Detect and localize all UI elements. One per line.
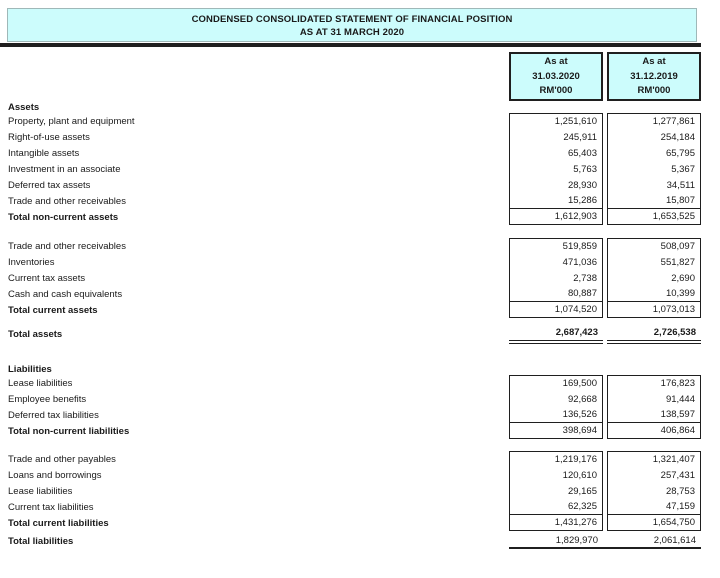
row-value-2019: 176,823 bbox=[607, 375, 701, 391]
row-value-2019: 257,431 bbox=[607, 467, 701, 483]
row-label: Current tax assets bbox=[8, 272, 86, 284]
table-row bbox=[0, 467, 701, 483]
section-header-liabilities bbox=[0, 362, 701, 375]
row-label: Trade and other payables bbox=[8, 453, 116, 465]
total-value-2019: 1,654,750 bbox=[607, 515, 701, 531]
total-liabilities-label: Total liabilities bbox=[8, 535, 74, 547]
column-header-2019 bbox=[607, 52, 701, 101]
total-liabilities-row bbox=[0, 533, 701, 549]
row-value-2020: 2,738 bbox=[509, 270, 603, 286]
row-value-2020: 5,763 bbox=[509, 161, 603, 177]
table-row bbox=[0, 254, 701, 270]
row-value-2019: 254,184 bbox=[607, 129, 701, 145]
total-liabilities-values bbox=[509, 533, 701, 549]
total-assets-value-2020: 2,687,423 bbox=[509, 327, 603, 344]
total-row-label: Total non-current liabilities bbox=[8, 425, 130, 437]
table-row bbox=[0, 483, 701, 499]
total-row-current-assets bbox=[0, 302, 701, 318]
table-row bbox=[0, 193, 701, 209]
row-value-2020: 519,859 bbox=[509, 238, 603, 254]
column-header-2019-asat: As at bbox=[642, 56, 666, 67]
row-value-2019: 10,399 bbox=[607, 286, 701, 302]
row-value-2019: 508,097 bbox=[607, 238, 701, 254]
row-label: Lease liabilities bbox=[8, 485, 73, 497]
row-value-2019: 34,511 bbox=[607, 177, 701, 193]
column-header-row bbox=[0, 52, 701, 100]
row-value-2020: 15,286 bbox=[509, 193, 603, 209]
row-value-2020: 92,668 bbox=[509, 391, 603, 407]
row-value-2020: 80,887 bbox=[509, 286, 603, 302]
table-row bbox=[0, 113, 701, 129]
total-value-2020: 398,694 bbox=[509, 423, 603, 439]
table-row bbox=[0, 375, 701, 391]
current-assets-group bbox=[0, 238, 701, 318]
row-value-2019: 1,277,861 bbox=[607, 113, 701, 129]
title-divider-rule bbox=[0, 43, 701, 47]
total-assets-label: Total assets bbox=[8, 328, 63, 340]
row-label: Trade and other receivables bbox=[8, 195, 126, 207]
table-row bbox=[0, 391, 701, 407]
total-row-label: Total non-current assets bbox=[8, 211, 119, 223]
non-current-liabilities-group bbox=[0, 375, 701, 439]
column-header-2020-asat: As at bbox=[544, 56, 568, 67]
column-header-2019-unit: RM'000 bbox=[637, 85, 671, 96]
table-row bbox=[0, 407, 701, 423]
row-value-2019: 1,321,407 bbox=[607, 451, 701, 467]
row-value-2020: 169,500 bbox=[509, 375, 603, 391]
row-label: Property, plant and equipment bbox=[8, 115, 135, 127]
total-value-2020: 1,431,276 bbox=[509, 515, 603, 531]
row-value-2020: 471,036 bbox=[509, 254, 603, 270]
row-label: Intangible assets bbox=[8, 147, 80, 159]
row-value-2019: 2,690 bbox=[607, 270, 701, 286]
row-value-2019: 15,807 bbox=[607, 193, 701, 209]
table-row bbox=[0, 145, 701, 161]
row-label: Cash and cash equivalents bbox=[8, 288, 123, 300]
column-header-2020-date: 31.03.2020 bbox=[532, 70, 580, 82]
row-value-2020: 136,526 bbox=[509, 407, 603, 423]
row-label: Right-of-use assets bbox=[8, 131, 90, 143]
table-row bbox=[0, 238, 701, 254]
total-value-2019: 1,653,525 bbox=[607, 209, 701, 225]
total-assets-row bbox=[0, 324, 701, 344]
row-value-2019: 47,159 bbox=[607, 499, 701, 515]
total-assets-value-2019: 2,726,538 bbox=[607, 327, 701, 344]
row-value-2019: 65,795 bbox=[607, 145, 701, 161]
row-value-2019: 138,597 bbox=[607, 407, 701, 423]
row-value-2020: 65,403 bbox=[509, 145, 603, 161]
total-value-2019: 406,864 bbox=[607, 423, 701, 439]
row-label: Loans and borrowings bbox=[8, 469, 102, 481]
table-row bbox=[0, 270, 701, 286]
row-value-2020: 1,219,176 bbox=[509, 451, 603, 467]
row-value-2019: 28,753 bbox=[607, 483, 701, 499]
column-header-2019-date: 31.12.2019 bbox=[630, 70, 678, 82]
total-liabilities-value-2019: 2,061,614 bbox=[653, 534, 696, 546]
row-value-2020: 245,911 bbox=[509, 129, 603, 145]
row-value-2019: 91,444 bbox=[607, 391, 701, 407]
table-row bbox=[0, 286, 701, 302]
table-row bbox=[0, 129, 701, 145]
total-value-2020: 1,074,520 bbox=[509, 302, 603, 318]
total-value-2020: 1,612,903 bbox=[509, 209, 603, 225]
section-header-assets bbox=[0, 100, 701, 113]
row-value-2019: 551,827 bbox=[607, 254, 701, 270]
row-value-2019: 5,367 bbox=[607, 161, 701, 177]
row-value-2020: 62,325 bbox=[509, 499, 603, 515]
table-row bbox=[0, 451, 701, 467]
document-title-band bbox=[7, 8, 697, 42]
row-value-2020: 120,610 bbox=[509, 467, 603, 483]
row-label: Investment in an associate bbox=[8, 163, 121, 175]
document-subtitle: AS AT 31 MARCH 2020 bbox=[299, 27, 405, 38]
total-value-2019: 1,073,013 bbox=[607, 302, 701, 318]
table-row bbox=[0, 177, 701, 193]
table-row bbox=[0, 499, 701, 515]
total-row-current-liabilities bbox=[0, 515, 701, 531]
document-title: CONDENSED CONSOLIDATED STATEMENT OF FINANCIAL POSITION bbox=[191, 14, 513, 25]
row-value-2020: 29,165 bbox=[509, 483, 603, 499]
row-label: Trade and other receivables bbox=[8, 240, 126, 252]
row-label: Lease liabilities bbox=[8, 377, 73, 389]
total-row-non-current-assets bbox=[0, 209, 701, 225]
row-label: Deferred tax assets bbox=[8, 179, 91, 191]
section-header-label: Assets bbox=[8, 102, 40, 113]
row-label: Employee benefits bbox=[8, 393, 87, 405]
row-value-2020: 28,930 bbox=[509, 177, 603, 193]
total-row-non-current-liabilities bbox=[0, 423, 701, 439]
total-row-label: Total current assets bbox=[8, 304, 98, 316]
row-label: Current tax liabilities bbox=[8, 501, 94, 513]
column-header-2020-unit: RM'000 bbox=[539, 85, 573, 96]
row-value-2020: 1,251,610 bbox=[509, 113, 603, 129]
column-header-2020 bbox=[509, 52, 603, 101]
current-liabilities-group bbox=[0, 451, 701, 531]
total-liabilities-value-2020: 1,829,970 bbox=[555, 534, 598, 546]
row-label: Inventories bbox=[8, 256, 55, 268]
non-current-assets-group bbox=[0, 113, 701, 225]
section-header-label: Liabilities bbox=[8, 364, 52, 375]
total-row-label: Total current liabilities bbox=[8, 517, 109, 529]
row-label: Deferred tax liabilities bbox=[8, 409, 99, 421]
table-row bbox=[0, 161, 701, 177]
